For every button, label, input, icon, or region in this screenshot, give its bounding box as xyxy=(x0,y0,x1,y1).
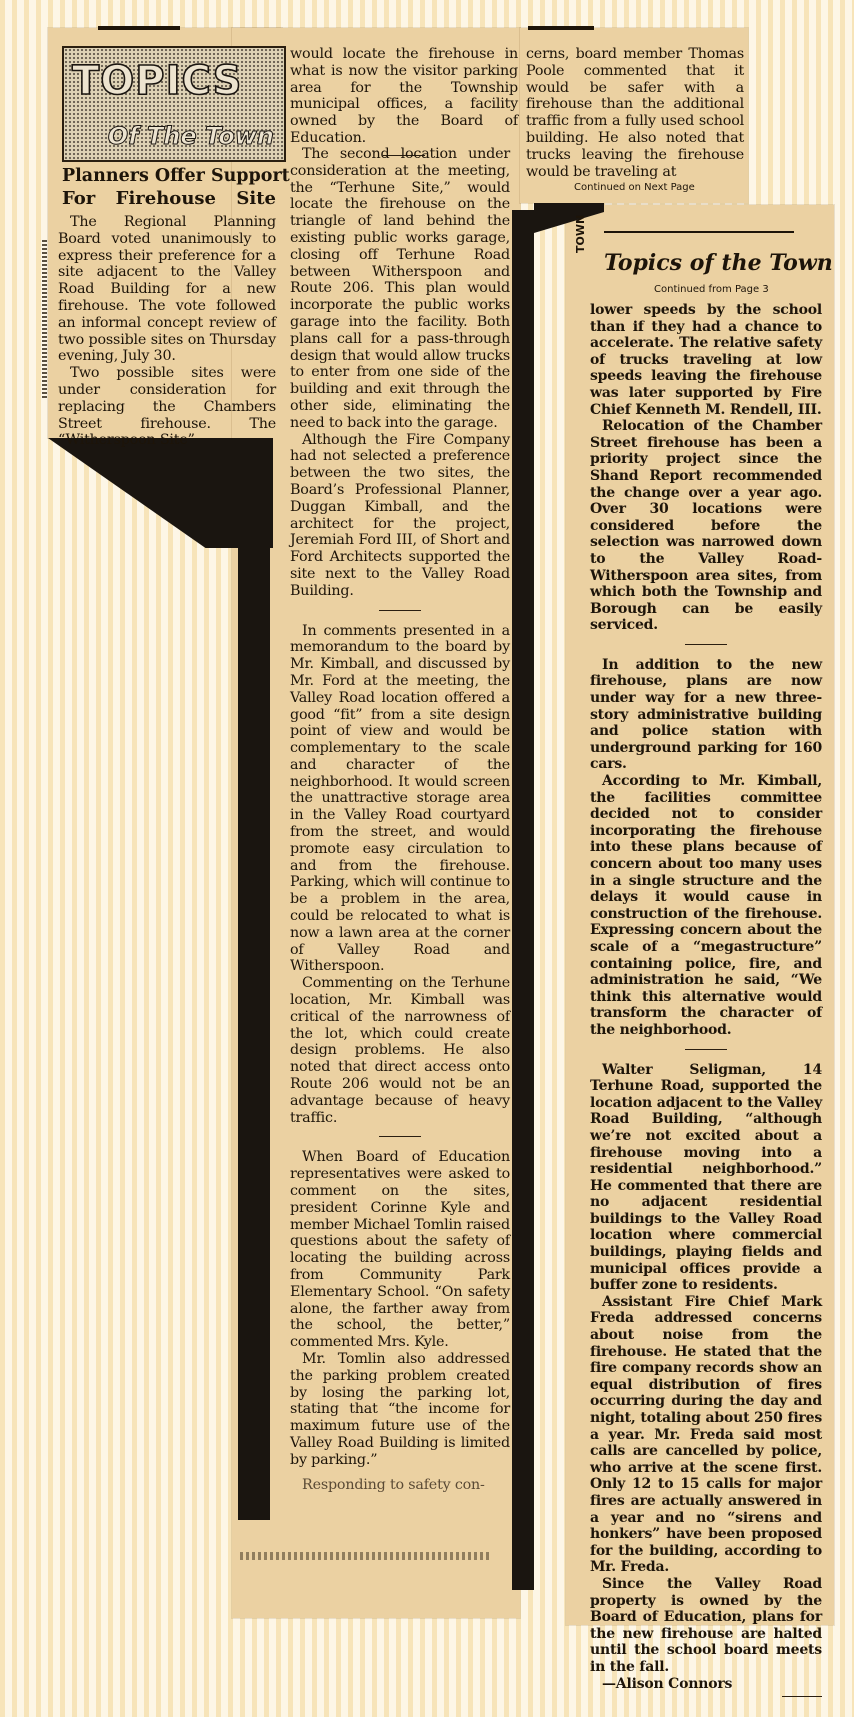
separator xyxy=(685,1049,727,1050)
headline-for: For xyxy=(62,188,96,209)
paragraph: cerns, board member Thomas Poole commented that it would be safer with a firehouse than the additional traffic from a fully used school building. He also noted that trucks leaving the firehouse would be traveling at xyxy=(526,46,744,180)
headline-line1: Planners Offer Support xyxy=(62,166,290,186)
topics-logo xyxy=(62,46,286,162)
logo-of-the-town: Of The Town xyxy=(107,122,274,150)
dark-backing-middle xyxy=(238,440,270,1520)
paragraph: lower speeds by the school than if they had a chance to accelerate. The relative safety of trucks traveling at low speeds leaving the firehouse was later supported by Fire Chief Kenneth M. Rendell, III. xyxy=(590,302,822,418)
continued-from-page: Continued from Page 3 xyxy=(654,284,769,295)
header-rule-right xyxy=(528,26,594,30)
header-rule-left xyxy=(98,26,180,30)
byline: —Alison Connors xyxy=(602,1675,733,1692)
scale-marks xyxy=(42,240,47,400)
article-column-2-top xyxy=(290,46,518,162)
paragraph: Since the Valley Road property is owned by the Board of Education, plans for the new firehouse are halted until the school board meets in the fall. xyxy=(590,1575,822,1675)
paragraph: According to Mr. Kimball, the facilities committee decided not to consider incorporating the firehouse into these plans because of concern about too many uses in a single structure and the delays it would cause in construction of the firehouse. Expressing concern about the scale of a “megastructure” containing police, fire, and administration he said, “We think this alternative would transform the character of the neighborhood. xyxy=(590,773,822,1038)
page3-title-rule xyxy=(604,231,794,233)
separator xyxy=(379,1136,421,1137)
article-column-3-top xyxy=(526,46,744,180)
dark-backing-right xyxy=(512,210,534,1590)
article-page3-column xyxy=(590,302,822,1697)
paragraph: The Regional Planning Board voted unanimously to express their preference for a site adjacent to the Valley Road Building for a new firehouse. The vote followed an informal concept review of two possible sites on Thursday evening, July 30. xyxy=(58,214,276,365)
article-column-2 xyxy=(290,146,510,1493)
paragraph: Responding to safety con- xyxy=(302,1476,485,1493)
paragraph: Although the Fire Company had not selected a preference between the two sites, the Board’s Professional Planner, Duggan Kimball, and the architect for the project, Jeremiah Ford III, of Short and Ford Architects supported the site next to the Valley Road Building. xyxy=(290,431,510,599)
paragraph: Assistant Fire Chief Mark Freda addressed concerns about noise from the firehouse. He stated that the fire company records show an equal distribution of fires occurring during the day and night, totaling about 250 fires a year. Mr. Freda said most calls are cancelled by police, who arrive at the scene first. Only 12 to 15 calls for major fires are actually answered in a year and no “sirens and honkers” have been proposed for the building, according to Mr. Freda. xyxy=(590,1293,822,1576)
end-rule xyxy=(782,1696,822,1697)
paragraph: Relocation of the Chamber Street firehouse has been a priority project since the Shand Report recommended the change over a year ago. Over 30 locations were considered before the selection was narrowed down to the Valley Road-Witherspoon area sites, from which both the Township and Borough can be easily serviced. xyxy=(590,418,822,634)
paragraph: Two possible sites were under consideration for replacing the Chambers Street firehouse. The “Witherspoon Site” xyxy=(58,365,276,449)
article-column-1 xyxy=(58,214,276,449)
paragraph: would locate the firehouse in what is now the visitor parking area for the Township municipal offices, a facility owned by the Board of Education. xyxy=(290,46,518,146)
paragraph: Walter Seligman, 14 Terhune Road, supported the location adjacent to the Valley Road Building, “although we’re not excited about a firehouse moving into a residential neighborhood.” He commented that there are no adjacent residential buildings to the Valley Road location where commercial buildings, playing fields and municipal offices provide a buffer zone to residents. xyxy=(590,1061,822,1294)
logo-topics: TOPICS xyxy=(72,58,243,104)
paragraph: In addition to the new firehouse, plans are now under way for a new three-story administrative building and police station with underground parking for 160 cars. xyxy=(590,656,822,773)
paragraph: Commenting on the Terhune location, Mr. Kimball was critical of the narrowness of the lot, which could create design problems. He also noted that direct access onto Route 206 would not be an advantage because of heavy traffic. xyxy=(290,975,510,1126)
separator xyxy=(685,644,727,645)
page3-title: Topics of the Town xyxy=(604,250,833,276)
paragraph: When Board of Education representatives were asked to comment on the sites, president Corinne Kyle and member Michael Tomlin raised questions about the safety of locating the building across from Community Park Elementary School. “On safety alone, the farther away from the school, the better,” commented Mrs. Kyle. xyxy=(290,1149,510,1351)
headline-site: Site xyxy=(236,188,276,209)
paragraph: The second location under consideration at the meeting, the “Terhune Site,” would locate the firehouse on the triangle of land behind the existing public works garage, closing off Terhune Road between Witherspoon and Route 206. This plan would incorporate the public works garage into the facility. Both plans call for a pass-through design that would allow trucks to enter from one side of the building and exit through the other side, eliminating the need to back into the garage. xyxy=(290,146,510,431)
paragraph: In comments presented in a memorandum to the board by Mr. Kimball, and discussed by Mr. Ford at the meeting, the Valley Road location offered a good “fit” from a site design point of view and would be complementary to the scale and character of the neighborhood. It would screen the unattractive storage area in the Valley Road courtyard from the street, and would promote easy circulation to and from the firehouse. Parking, which will continue to be a problem in the area, could be relocated to what is now a lawn area at the corner of Valley Road and Witherspoon. xyxy=(290,622,510,975)
separator xyxy=(379,610,421,611)
headline-firehouse: Firehouse xyxy=(115,188,216,209)
torn-edge xyxy=(240,1552,490,1560)
paragraph: Mr. Tomlin also addressed the parking problem created by losing the parking lot, stating that “the income for maximum future use of the Valley Road Building is limited by parking.” xyxy=(290,1350,510,1468)
headline-line2 xyxy=(62,188,276,209)
continued-next-page: Continued on Next Page xyxy=(574,182,695,193)
page3-tab: TOWN xyxy=(574,214,587,254)
